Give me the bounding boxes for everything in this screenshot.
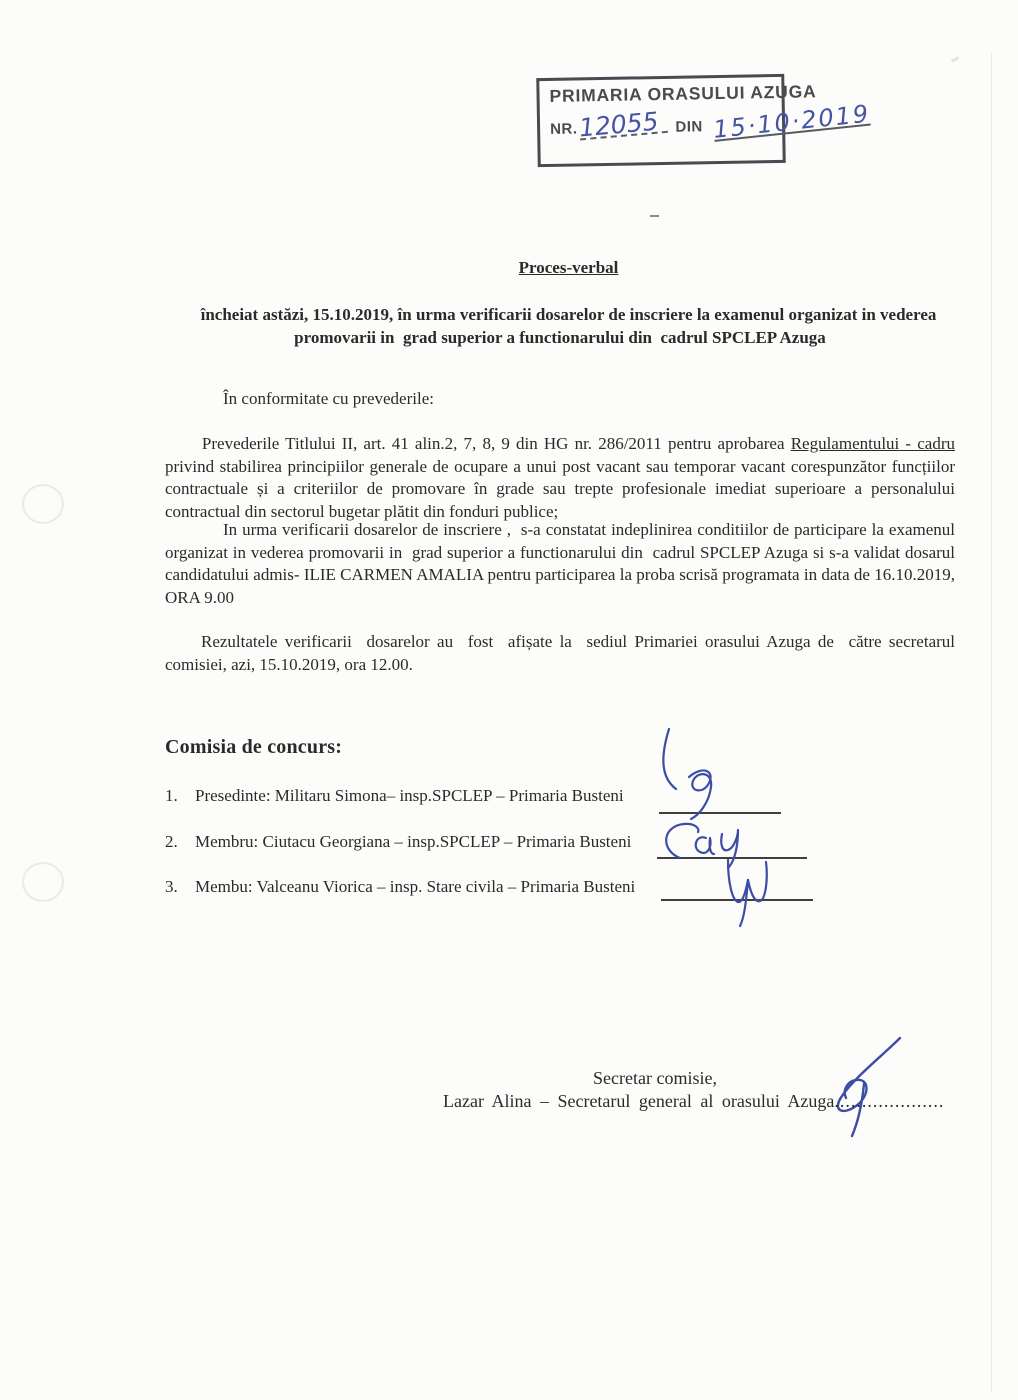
document-subtitle: încheiat astăzi, 15.10.2019, în urma verificarii dosarelor de inscriere la examenul organizat in vederea promovarii in grad superior a functionarului din cadrul SPCLEP Azuga: [200, 305, 941, 347]
punch-hole-bottom: [22, 862, 64, 902]
committee-member-row: [165, 786, 985, 806]
stamp-nr-value-handwritten: 12055: [579, 111, 669, 141]
signature-president-ink: [655, 727, 730, 822]
stray-corner-mark: [951, 56, 959, 63]
stamp-din-label: DIN: [675, 118, 703, 136]
committee-heading: Comisia de concurs:: [165, 736, 343, 758]
legal-text-underlined: Regulamentului - cadru: [790, 434, 955, 453]
dotted-signature-line: ....................: [834, 1091, 945, 1111]
list-number: 1.: [165, 786, 178, 805]
registry-stamp: [536, 74, 872, 167]
committee-member-row: [165, 877, 985, 897]
paragraph-text: In urma verificarii dosarelor de inscriere , s-a constatat indeplinirea conditiilor de participare la examenul organizat in vederea promovarii in grad superior a functionarului din cadrul SPCLEP Azuga si s-a validat dosarul candidatului admis- ILIE CARMEN AMALIA pentru participarea la proba scrisă programata in data de 16.10.2019, ORA 9.00: [165, 520, 964, 607]
scan-edge-line: [991, 52, 992, 1392]
committee-member-text: Presedinte: Militaru Simona– insp.SPCLEP – Primaria Busteni: [195, 786, 624, 805]
committee-member-text: Membu: Valceanu Viorica – insp. Stare civila – Primaria Busteni: [195, 877, 636, 896]
stamp-date-value-handwritten: 15·10·2019: [711, 99, 872, 144]
paragraph-verification-result: [165, 519, 964, 609]
secretary-role-line: Secretar comisie,: [593, 1068, 717, 1088]
stamp-nr-label: NR.: [549, 120, 578, 138]
signature-member2-ink: [716, 856, 781, 931]
committee-member-text: Membru: Ciutacu Georgiana – insp.SPCLEP – Primaria Busteni: [195, 832, 632, 851]
legal-text-segment: privind stabilirea principiilor generale de ocupare a unui post vacant sau temporar vacant corespunzător funcțiilor contractuale și a criteriilor de promovare în grade sau trepte profesionale imediat superioare a personalului contractual din sectorul bugetar plătit din fonduri publice;: [165, 434, 960, 521]
punch-hole-top: [22, 484, 64, 524]
secretary-name-line: [443, 1091, 944, 1112]
paragraph-intro: În conformitate cu prevederile:: [223, 389, 434, 408]
committee-member-row: [165, 832, 985, 852]
list-number: 2.: [165, 832, 178, 851]
list-number: 3.: [165, 877, 178, 896]
legal-text-segment: Prevederile Titlului II, art. 41 alin.2, 7, 8, 9 din HG nr. 286/2011 pentru aprobarea: [201, 434, 791, 453]
document-title: Proces-verbal: [518, 258, 619, 277]
document-title-block: [165, 233, 955, 372]
paragraph-text: Rezultatele verificarii dosarelor au fost afișate la sediul Primariei orasului Azuga de către secretarul comisiei, azi, 15.10.2019, ora 12.00.: [165, 632, 964, 674]
stray-dash-mark: [650, 215, 659, 217]
paragraph-results-posted: [165, 631, 964, 676]
secretary-name-text: Lazar Alina – Secretarul general al orasului Azuga: [443, 1091, 835, 1111]
stamp-organization: PRIMARIA ORASULUI AZUGA: [549, 81, 817, 106]
